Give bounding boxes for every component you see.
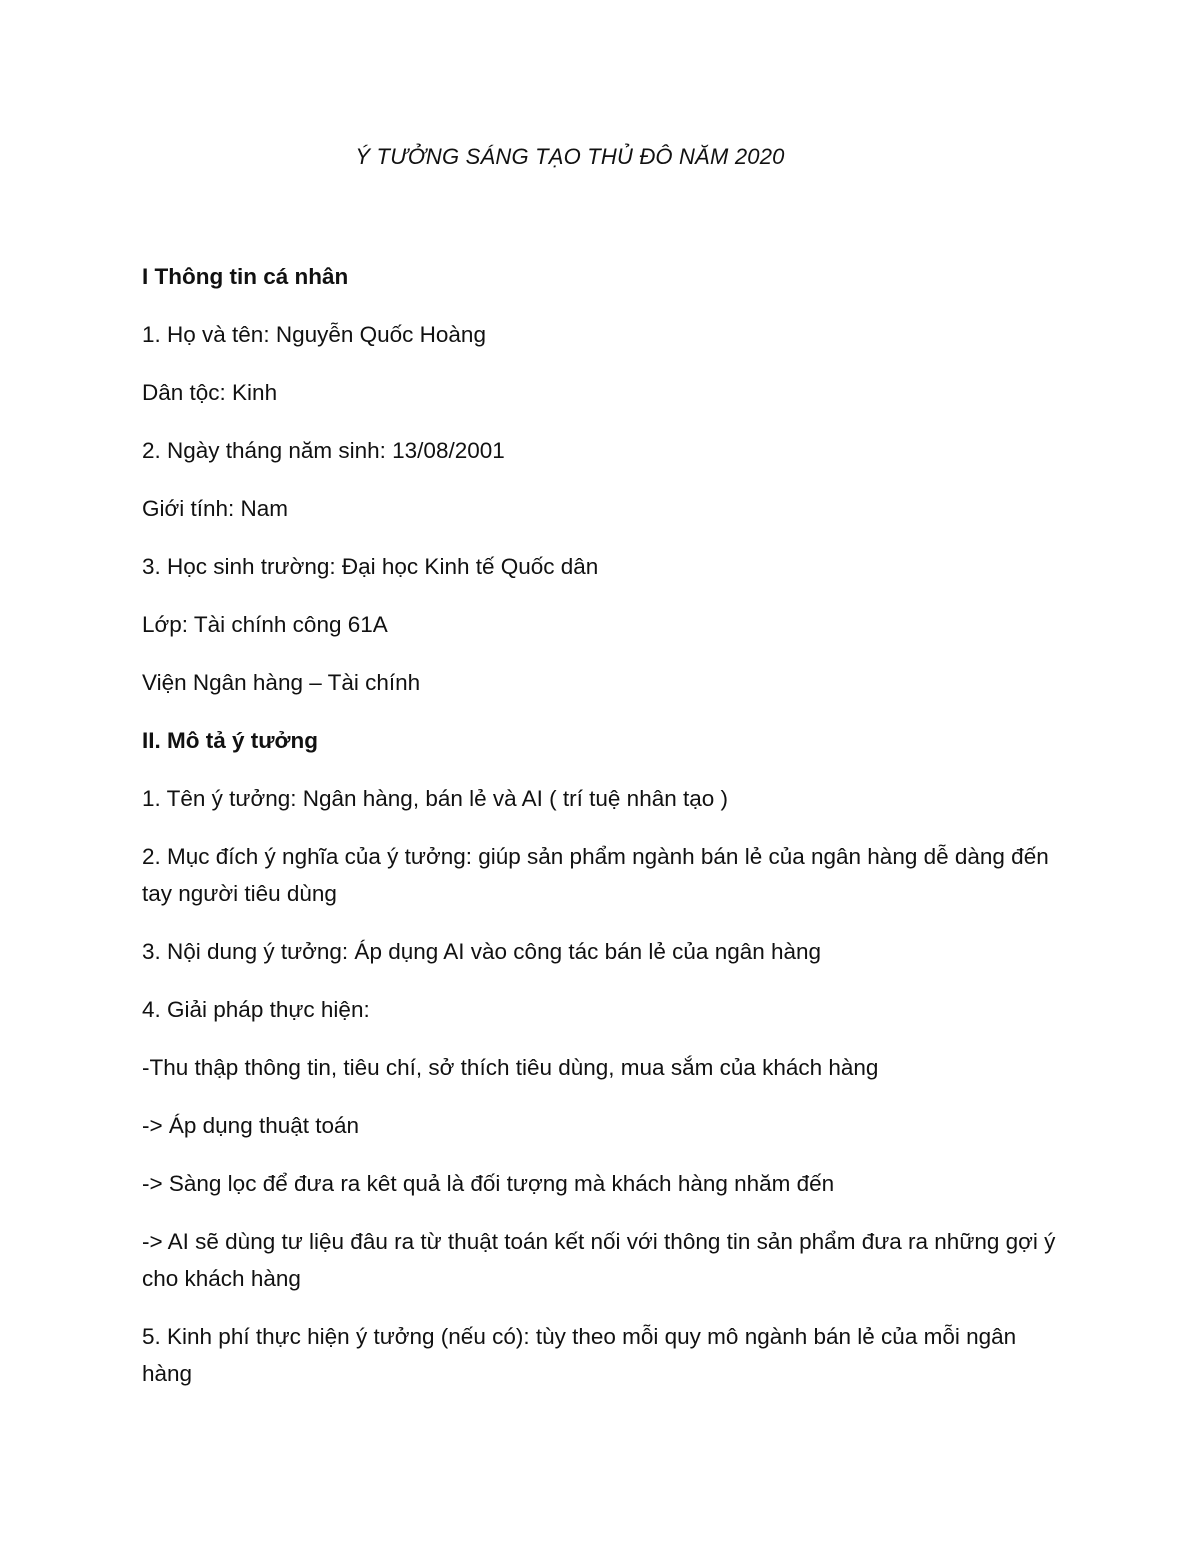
solution-step-2: -> Áp dụng thuật toán bbox=[142, 1113, 360, 1138]
gender-line: Giới tính: Nam bbox=[142, 496, 289, 521]
ethnicity-line: Dân tộc: Kinh bbox=[142, 380, 278, 405]
document-body bbox=[142, 258, 1062, 1413]
section-2-heading: II. Mô tả ý tưởng bbox=[142, 728, 319, 753]
funding-paragraph: 5. Kinh phí thực hiện ý tưởng (nếu có): tùy theo mỗi quy mô ngành bán lẻ của mỗi ngân hàng bbox=[142, 1324, 1017, 1386]
solution-step-1: -Thu thập thông tin, tiêu chí, sở thích tiêu dùng, mua sắm của khách hàng bbox=[142, 1055, 879, 1080]
class-line: Lớp: Tài chính công 61A bbox=[142, 612, 388, 637]
solution-step-4: -> AI sẽ dùng tư liệu đâu ra từ thuật toán kết nối với thông tin sản phẩm đưa ra những gợi ý cho khách hàng bbox=[142, 1229, 1056, 1291]
content-line: 3. Nội dung ý tưởng: Áp dụng AI vào công tác bán lẻ của ngân hàng bbox=[142, 939, 822, 964]
solution-step-3: -> Sàng lọc để đưa ra kêt quả là đối tượng mà khách hàng nhăm đến bbox=[142, 1171, 835, 1196]
school-line: 3. Học sinh trường: Đại học Kinh tế Quốc dân bbox=[142, 554, 599, 579]
document-title: Ý TƯỞNG SÁNG TẠO THỦ ĐÔ NĂM 2020 bbox=[355, 144, 785, 169]
idea-name-line: 1. Tên ý tưởng: Ngân hàng, bán lẻ và AI ( trí tuệ nhân tạo ) bbox=[142, 786, 729, 811]
birth-date-line: 2. Ngày tháng năm sinh: 13/08/2001 bbox=[142, 438, 505, 463]
solution-heading-line: 4. Giải pháp thực hiện: bbox=[142, 997, 370, 1022]
full-name-line: 1. Họ và tên: Nguyễn Quốc Hoàng bbox=[142, 322, 486, 347]
section-1-heading: I Thông tin cá nhân bbox=[142, 264, 349, 289]
institute-line: Viện Ngân hàng – Tài chính bbox=[142, 670, 421, 695]
purpose-paragraph: 2. Mục đích ý nghĩa của ý tưởng: giúp sản phẩm ngành bán lẻ của ngân hàng dễ dàng đến tay người tiêu dùng bbox=[142, 844, 1049, 906]
